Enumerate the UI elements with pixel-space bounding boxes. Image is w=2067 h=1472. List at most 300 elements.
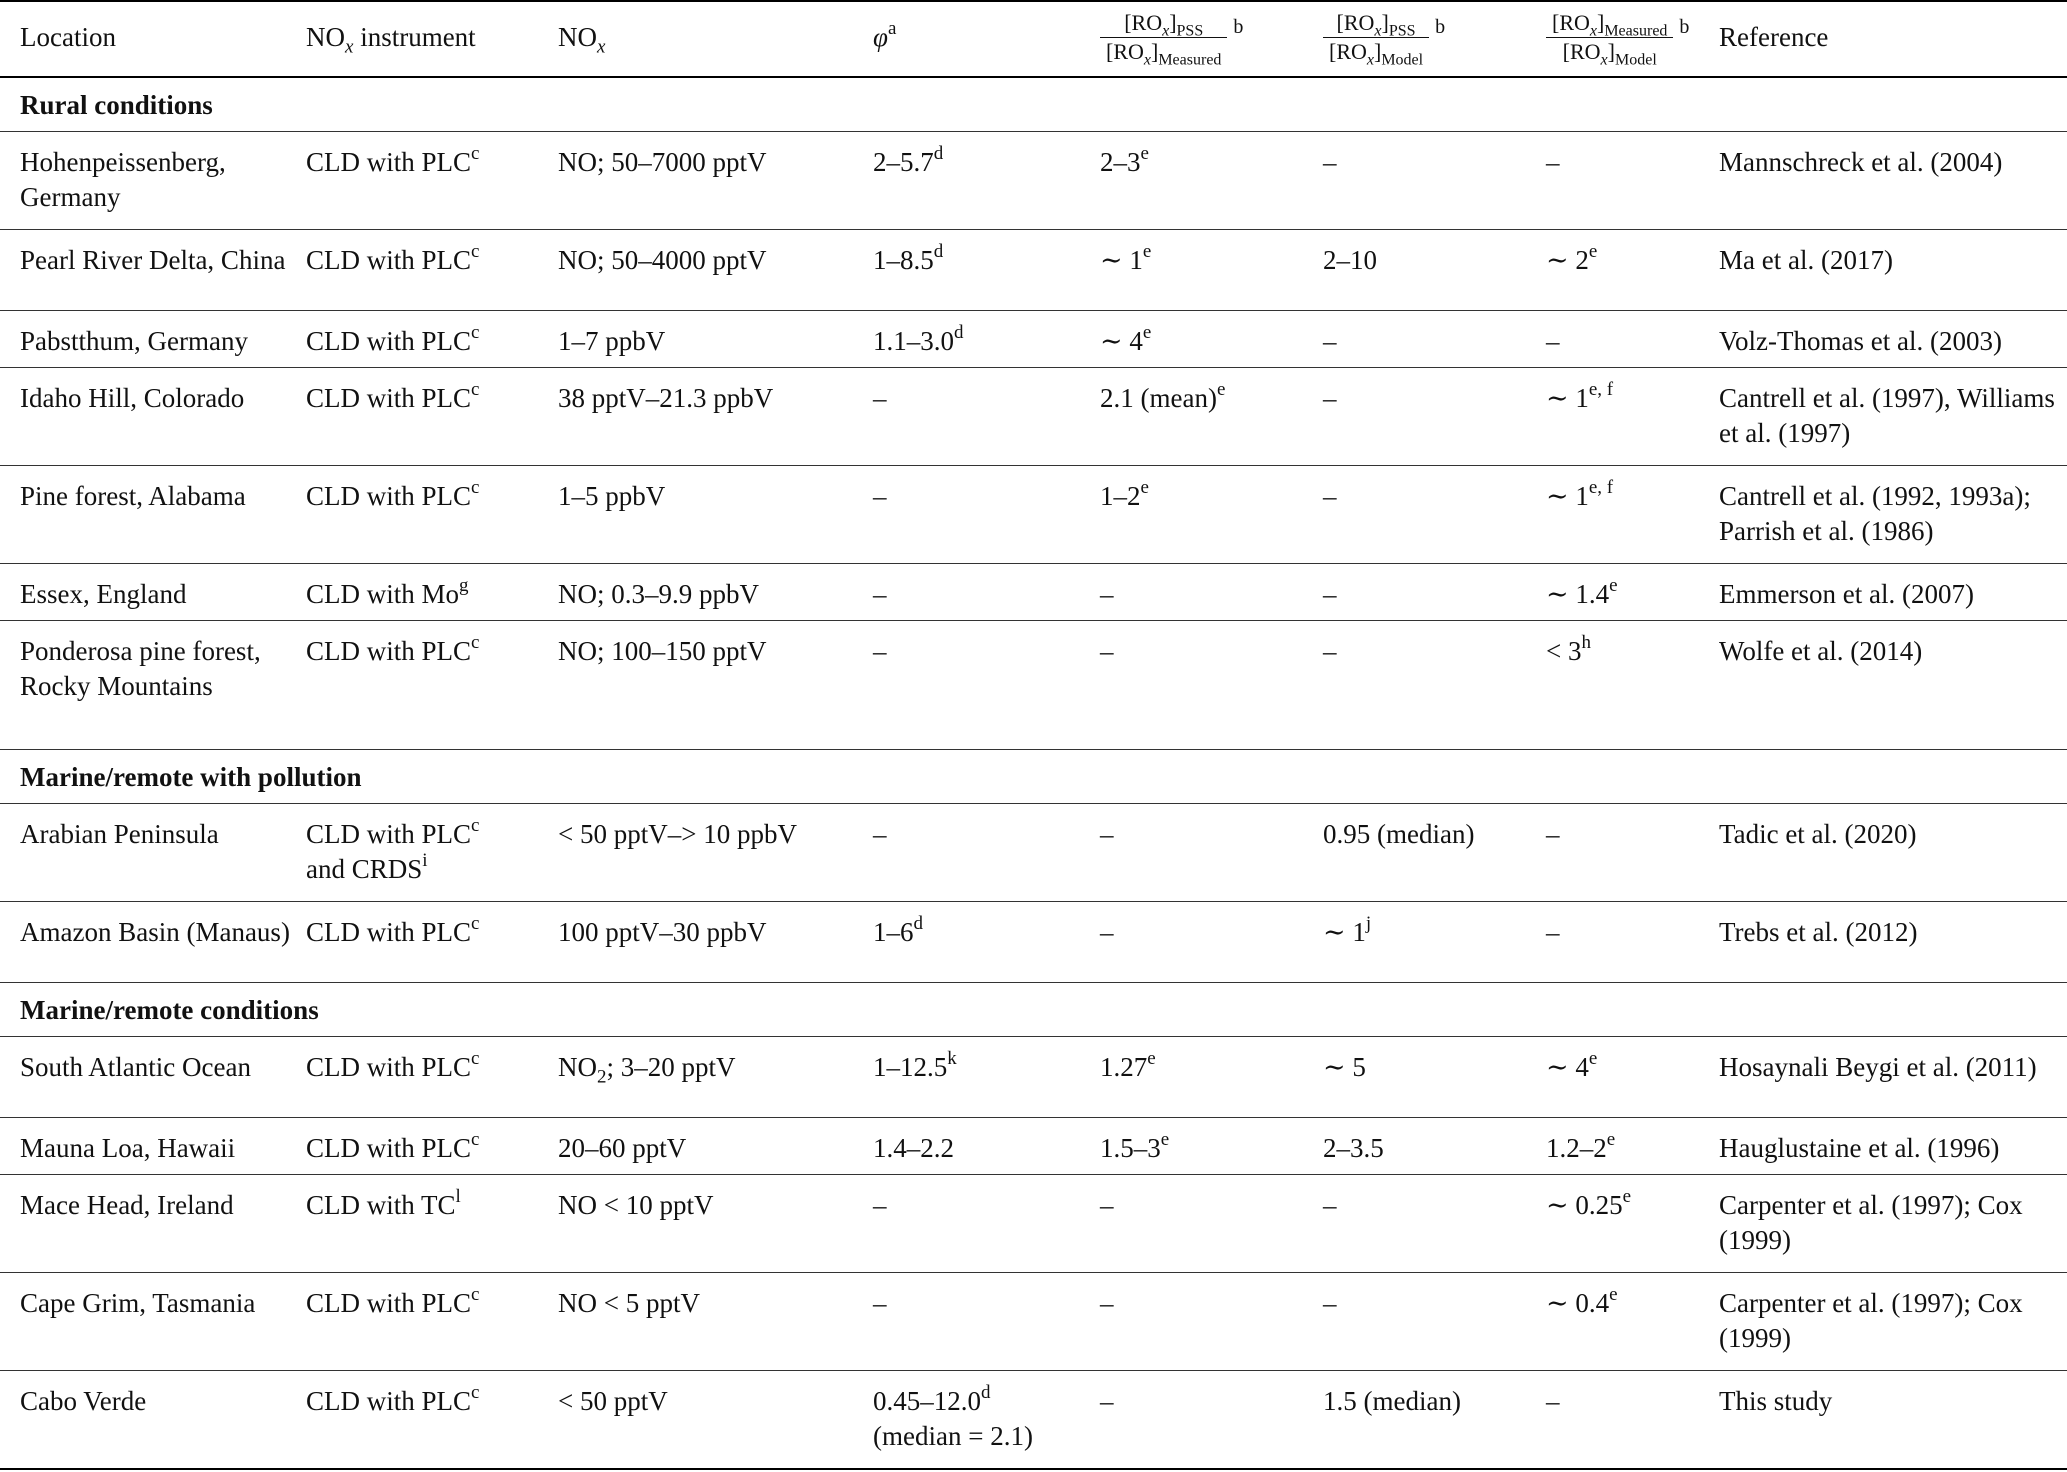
- cell-location: Mace Head, Ireland: [20, 1190, 234, 1221]
- nox-range: 1–5 ppbV: [558, 480, 666, 511]
- cell-pss-measured: [1100, 1273, 1323, 1371]
- phi-value: 1–6: [873, 916, 914, 947]
- cell-pss-measured-note: e: [1142, 240, 1152, 262]
- cell-measured-model-note: h: [1581, 631, 1591, 653]
- table-row: [0, 311, 2067, 368]
- cell-pss-model: [1323, 1273, 1546, 1371]
- ro-close: ]: [1607, 39, 1615, 64]
- cell-location: Cape Grim, Tasmania: [20, 1288, 256, 1319]
- cell-instrument: [306, 620, 558, 749]
- cell-instrument: [306, 563, 558, 620]
- cell-measured-model: [1546, 901, 1719, 983]
- cell-pss-model-value: 2–10: [1323, 244, 1377, 275]
- cell-reference: Cantrell et al. (1992, 1993a); Parrish et al. (1986): [1719, 480, 2031, 546]
- nox-range: 1–7 ppbV: [558, 326, 666, 357]
- instrument-note: c: [471, 322, 480, 344]
- col-nox-x: x: [597, 36, 606, 58]
- cell-location: Hohenpeissenberg, Germany: [20, 146, 226, 212]
- col-instrument-no: NO: [306, 22, 345, 52]
- cell-pss-measured: [1100, 131, 1323, 229]
- cell-measured-model-value: < 3: [1546, 635, 1582, 666]
- nox-range: NO < 5 pptV: [558, 1288, 700, 1319]
- section-title: Marine/remote conditions: [20, 995, 319, 1026]
- cell-location: Essex, England: [20, 578, 187, 609]
- cell-pss-measured-value: 2–3: [1100, 146, 1141, 177]
- cell-reference: Cantrell et al. (1997), Williams et al. (1997): [1719, 383, 2055, 449]
- phi-median: (median = 2.1): [873, 1420, 1033, 1451]
- cell-pss-model: [1323, 803, 1546, 901]
- cell-measured-model-note: e: [1588, 1047, 1598, 1069]
- cell-measured-model: [1546, 131, 1719, 229]
- col-location: Location: [20, 22, 116, 52]
- instrument-text-2: and CRDS: [306, 853, 423, 884]
- instrument-note: c: [471, 1047, 480, 1069]
- cell-measured-model-note: e, f: [1588, 476, 1614, 498]
- ro-x: x: [1600, 51, 1608, 69]
- cell-nox: [558, 311, 873, 368]
- table-row: [0, 901, 2067, 983]
- cell-nox: [558, 368, 873, 466]
- ro-x: x: [1589, 22, 1597, 40]
- col-pss-model: [1323, 1, 1546, 77]
- instrument-text: CLD with PLC: [306, 916, 472, 947]
- table-row: [0, 803, 2067, 901]
- cell-pss-measured-value: –: [1100, 916, 1114, 947]
- table-row: [0, 563, 2067, 620]
- cell-measured-model-value: ∼ 0.4: [1546, 1288, 1610, 1319]
- cell-phi: [873, 1118, 1100, 1175]
- cell-nox: [558, 901, 873, 983]
- nox-species-sub: 2: [597, 1066, 607, 1088]
- cell-pss-model: [1323, 131, 1546, 229]
- cell-phi: [873, 465, 1100, 563]
- ro-open: [RO: [1124, 10, 1163, 35]
- cell-measured-model: [1546, 1273, 1719, 1371]
- cell-measured-model-note: e: [1588, 240, 1598, 262]
- cell-measured-model: [1546, 1118, 1719, 1175]
- phi-value: –: [873, 818, 887, 849]
- cell-pss-model-value: ∼ 5: [1323, 1051, 1366, 1082]
- ro-open: [RO: [1552, 10, 1590, 35]
- ro-x: x: [1366, 51, 1374, 69]
- cell-measured-model: [1546, 465, 1719, 563]
- instrument-note: c: [471, 912, 480, 934]
- instrument-text: CLD with PLC: [306, 480, 472, 511]
- cell-pss-model: [1323, 311, 1546, 368]
- cell-phi: [873, 1036, 1100, 1118]
- instrument-text: CLD with PLC: [306, 244, 472, 275]
- phi-note: d: [954, 322, 964, 344]
- cell-pss-measured-note: e: [1142, 322, 1152, 344]
- phi-value: 1.1–3.0: [873, 326, 954, 357]
- nox-range: NO; 50–4000 pptV: [558, 244, 767, 275]
- ro-close: ]: [1151, 39, 1159, 64]
- nox-range: < 50 pptV: [558, 1385, 668, 1416]
- fraction-pss-over-measured: [1100, 10, 1227, 69]
- ro-close: ]: [1374, 39, 1382, 64]
- instrument-note-2: i: [422, 849, 428, 871]
- cell-measured-model: [1546, 620, 1719, 749]
- col-pss-measured: [1100, 1, 1323, 77]
- phi-note: d: [981, 1381, 991, 1403]
- table-body: [0, 77, 2067, 1469]
- section-title: Rural conditions: [20, 90, 213, 120]
- cell-pss-measured-value: –: [1100, 1190, 1114, 1221]
- cell-measured-model: [1546, 1370, 1719, 1469]
- table-header: [0, 1, 2067, 77]
- cell-instrument: [306, 1273, 558, 1371]
- col-measured-model: [1546, 1, 1719, 77]
- phi-value: –: [873, 635, 887, 666]
- ro-model: Model: [1381, 51, 1424, 69]
- table-row: [0, 131, 2067, 229]
- nox-species: NO: [558, 1051, 597, 1082]
- phi-note: d: [933, 240, 944, 262]
- cell-pss-measured-note: e: [1160, 1129, 1170, 1151]
- cell-pss-model-value: –: [1323, 1288, 1337, 1319]
- cell-pss-measured: [1100, 563, 1323, 620]
- cell-pss-measured: [1100, 311, 1323, 368]
- cell-nox: [558, 1036, 873, 1118]
- cell-pss-model: [1323, 1370, 1546, 1469]
- cell-nox: [558, 131, 873, 229]
- phi-note: d: [913, 912, 923, 934]
- col-instrument-label: instrument: [353, 22, 476, 52]
- cell-reference: Ma et al. (2017): [1719, 244, 1893, 275]
- cell-pss-measured: [1100, 620, 1323, 749]
- cell-pss-model-value: 2–3.5: [1323, 1133, 1384, 1164]
- table-row: [0, 368, 2067, 466]
- cell-measured-model: [1546, 803, 1719, 901]
- ro-measured: Measured: [1604, 22, 1668, 40]
- cell-pss-model-value: 1.5 (median): [1323, 1385, 1461, 1416]
- instrument-note: g: [459, 574, 469, 596]
- cell-phi: [873, 620, 1100, 749]
- cell-instrument: [306, 1370, 558, 1469]
- cell-nox: [558, 1273, 873, 1371]
- section-header-row: [0, 983, 2067, 1037]
- cell-measured-model: [1546, 1175, 1719, 1273]
- ro-open: [RO: [1106, 39, 1144, 64]
- cell-phi: [873, 1273, 1100, 1371]
- col-nox: [558, 1, 873, 77]
- nox-range: NO; 100–150 pptV: [558, 635, 767, 666]
- cell-reference: Carpenter et al. (1997); Cox (1999): [1719, 1190, 2023, 1256]
- instrument-text: CLD with Mo: [306, 578, 460, 609]
- instrument-note: c: [471, 379, 480, 401]
- cell-pss-model: [1323, 368, 1546, 466]
- cell-measured-model-value: –: [1546, 1385, 1560, 1416]
- cell-pss-model-value: 0.95 (median): [1323, 818, 1475, 849]
- ro-open: [RO: [1329, 39, 1367, 64]
- phi-value: 1.4–2.2: [873, 1133, 954, 1164]
- cell-pss-measured-value: ∼ 1: [1100, 244, 1143, 275]
- ro-close: ]: [1381, 10, 1389, 35]
- instrument-text: CLD with PLC: [306, 1051, 472, 1082]
- cell-measured-model-note: e: [1606, 1129, 1616, 1151]
- cell-location: Amazon Basin (Manaus): [20, 916, 290, 947]
- cell-instrument: [306, 131, 558, 229]
- instrument-text: CLD with PLC: [306, 1385, 472, 1416]
- table-row: [0, 620, 2067, 749]
- cell-measured-model-value: ∼ 1: [1546, 480, 1589, 511]
- cell-measured-model-value: ∼ 2: [1546, 244, 1589, 275]
- cell-reference: Tadic et al. (2020): [1719, 818, 1917, 849]
- cell-pss-measured-value: –: [1100, 1385, 1114, 1416]
- cell-pss-model-value: –: [1323, 1190, 1337, 1221]
- ro-close: ]: [1169, 10, 1177, 35]
- cell-instrument: [306, 1118, 558, 1175]
- cell-phi: [873, 1370, 1100, 1469]
- table-row: [0, 1036, 2067, 1118]
- cell-measured-model: [1546, 563, 1719, 620]
- cell-pss-measured: [1100, 901, 1323, 983]
- cell-location: Pine forest, Alabama: [20, 480, 246, 511]
- cell-pss-model-value: –: [1323, 578, 1337, 609]
- cell-pss-measured: [1100, 229, 1323, 311]
- ro-measured: Measured: [1158, 51, 1222, 69]
- cell-measured-model-value: 1.2–2: [1546, 1133, 1607, 1164]
- nox-range: ; 3–20 pptV: [606, 1051, 736, 1082]
- cell-phi: [873, 1175, 1100, 1273]
- table-row: [0, 1370, 2067, 1469]
- section-header-row: [0, 77, 2067, 131]
- instrument-note: c: [471, 631, 480, 653]
- cell-pss-measured: [1100, 1036, 1323, 1118]
- cell-pss-model-value: –: [1323, 383, 1337, 414]
- phi-note: k: [947, 1047, 957, 1069]
- cell-pss-measured-note: e: [1147, 1047, 1156, 1069]
- cell-pss-model-note: j: [1365, 912, 1372, 934]
- ro-x: x: [1143, 51, 1151, 69]
- phi-value: –: [873, 480, 887, 511]
- cell-phi: [873, 368, 1100, 466]
- cell-instrument: [306, 465, 558, 563]
- cell-location: South Atlantic Ocean: [20, 1051, 251, 1082]
- cell-pss-measured: [1100, 1175, 1323, 1273]
- cell-location: Arabian Peninsula: [20, 818, 219, 849]
- nox-range: NO; 0.3–9.9 ppbV: [558, 578, 759, 609]
- cell-phi: [873, 563, 1100, 620]
- fraction-note-b: b: [1435, 16, 1446, 38]
- nox-range: 20–60 pptV: [558, 1133, 687, 1164]
- phi-value: 0.45–12.0: [873, 1385, 981, 1416]
- instrument-text: CLD with PLC: [306, 146, 472, 177]
- cell-pss-measured-note: e: [1140, 142, 1149, 164]
- header-row: [0, 1, 2067, 77]
- col-instrument: [306, 1, 558, 77]
- ro-open: [RO: [1336, 10, 1375, 35]
- ro-pss: PSS: [1176, 22, 1204, 40]
- ro-x: x: [1374, 22, 1382, 40]
- ro-close: ]: [1597, 10, 1605, 35]
- phi-note: d: [933, 142, 944, 164]
- cell-pss-model: [1323, 1175, 1546, 1273]
- nox-range: < 50 pptV–> 10 ppbV: [558, 818, 797, 849]
- ro-open: [RO: [1562, 39, 1601, 64]
- cell-measured-model-note: e: [1609, 1284, 1618, 1306]
- cell-location: Pabstthum, Germany: [20, 326, 248, 357]
- cell-pss-measured-value: ∼ 4: [1100, 326, 1143, 357]
- phi-value: –: [873, 1288, 887, 1319]
- instrument-note: c: [471, 814, 480, 836]
- col-phi: [873, 1, 1100, 77]
- cell-instrument: [306, 229, 558, 311]
- cell-phi: [873, 131, 1100, 229]
- cell-pss-measured-note: e: [1216, 379, 1226, 401]
- cell-measured-model-value: ∼ 4: [1546, 1051, 1589, 1082]
- cell-nox: [558, 1175, 873, 1273]
- cell-nox: [558, 620, 873, 749]
- cell-pss-measured-value: 1–2: [1100, 480, 1141, 511]
- phi-value: –: [873, 383, 887, 414]
- phi-value: –: [873, 1190, 887, 1221]
- ro-x: x: [1162, 22, 1170, 40]
- cell-measured-model-value: –: [1546, 146, 1560, 177]
- cell-measured-model-note: e, f: [1588, 379, 1614, 401]
- cell-reference: Carpenter et al. (1997); Cox (1999): [1719, 1288, 2023, 1354]
- cell-pss-measured-value: 1.5–3: [1100, 1133, 1161, 1164]
- fraction-measured-over-model: [1546, 10, 1673, 69]
- cell-instrument: [306, 1036, 558, 1118]
- cell-location: Idaho Hill, Colorado: [20, 383, 245, 414]
- instrument-text: CLD with PLC: [306, 326, 472, 357]
- nox-range: NO; 50–7000 pptV: [558, 146, 767, 177]
- cell-reference: Volz-Thomas et al. (2003): [1719, 326, 2002, 357]
- cell-measured-model: [1546, 1036, 1719, 1118]
- ro-model: Model: [1614, 51, 1657, 69]
- cell-instrument: [306, 311, 558, 368]
- cell-phi: [873, 311, 1100, 368]
- fraction-note-b: b: [1679, 16, 1690, 38]
- cell-phi: [873, 901, 1100, 983]
- instrument-note: c: [471, 1284, 480, 1306]
- cell-reference: This study: [1719, 1385, 1833, 1416]
- cell-phi: [873, 229, 1100, 311]
- cell-reference: Trebs et al. (2012): [1719, 916, 1918, 947]
- cell-pss-measured-value: –: [1100, 635, 1114, 666]
- cell-location: Cabo Verde: [20, 1385, 147, 1416]
- cell-pss-measured-value: –: [1100, 1288, 1114, 1319]
- phi-value: 1–12.5: [873, 1051, 948, 1082]
- cell-measured-model-note: e: [1622, 1186, 1632, 1208]
- instrument-note: c: [471, 240, 480, 262]
- cell-instrument: [306, 368, 558, 466]
- cell-reference: Emmerson et al. (2007): [1719, 578, 1974, 609]
- col-nox-no: NO: [558, 22, 597, 52]
- cell-nox: [558, 563, 873, 620]
- cell-location: Pearl River Delta, China: [20, 244, 286, 275]
- fraction-note-b: b: [1233, 16, 1244, 38]
- instrument-note: c: [471, 1129, 480, 1151]
- cell-pss-model-value: –: [1323, 326, 1337, 357]
- cell-nox: [558, 465, 873, 563]
- cell-location: Mauna Loa, Hawaii: [20, 1133, 236, 1164]
- instrument-note: l: [455, 1186, 461, 1208]
- cell-measured-model-value: ∼ 1.4: [1546, 578, 1610, 609]
- cell-pss-model-value: ∼ 1: [1323, 916, 1366, 947]
- cell-pss-measured: [1100, 1118, 1323, 1175]
- col-instrument-x: x: [345, 36, 354, 58]
- cell-location: Ponderosa pine forest, Rocky Mountains: [20, 635, 261, 701]
- cell-nox: [558, 803, 873, 901]
- table-row: [0, 1118, 2067, 1175]
- cell-reference: Hosaynali Beygi et al. (2011): [1719, 1051, 2037, 1082]
- cell-pss-model: [1323, 563, 1546, 620]
- cell-pss-model: [1323, 1036, 1546, 1118]
- cell-pss-measured: [1100, 803, 1323, 901]
- cell-reference: Hauglustaine et al. (1996): [1719, 1133, 2000, 1164]
- col-reference: Reference: [1719, 22, 1829, 52]
- nox-range: 100 pptV–30 ppbV: [558, 916, 767, 947]
- col-phi-symbol: φ: [873, 22, 888, 52]
- cell-pss-measured-value: –: [1100, 578, 1114, 609]
- cell-measured-model-value: –: [1546, 818, 1560, 849]
- cell-measured-model: [1546, 311, 1719, 368]
- cell-pss-model: [1323, 465, 1546, 563]
- cell-pss-measured: [1100, 1370, 1323, 1469]
- cell-measured-model: [1546, 229, 1719, 311]
- instrument-text: CLD with PLC: [306, 818, 472, 849]
- cell-phi: [873, 803, 1100, 901]
- cell-reference: Mannschreck et al. (2004): [1719, 146, 2003, 177]
- cell-pss-measured-value: –: [1100, 818, 1114, 849]
- cell-instrument: [306, 803, 558, 901]
- instrument-text: CLD with PLC: [306, 1288, 472, 1319]
- cell-pss-model: [1323, 229, 1546, 311]
- cell-pss-measured: [1100, 465, 1323, 563]
- instrument-note: c: [471, 142, 480, 164]
- cell-measured-model-value: –: [1546, 326, 1560, 357]
- table-row: [0, 1175, 2067, 1273]
- ro-pss: PSS: [1388, 22, 1416, 40]
- cell-nox: [558, 1370, 873, 1469]
- phi-value: 1–8.5: [873, 244, 934, 275]
- nox-range: NO < 10 pptV: [558, 1190, 714, 1221]
- instrument-text: CLD with PLC: [306, 635, 472, 666]
- cell-measured-model-value: ∼ 1: [1546, 383, 1589, 414]
- cell-pss-measured-value: 2.1 (mean): [1100, 383, 1217, 414]
- phi-value: 2–5.7: [873, 146, 934, 177]
- cell-nox: [558, 229, 873, 311]
- cell-nox: [558, 1118, 873, 1175]
- cell-pss-measured-note: e: [1140, 476, 1149, 498]
- phi-value: –: [873, 578, 887, 609]
- cell-pss-model-value: –: [1323, 480, 1337, 511]
- instrument-note: c: [471, 476, 480, 498]
- cell-pss-model-value: –: [1323, 146, 1337, 177]
- section-header-row: [0, 750, 2067, 804]
- table-row: [0, 465, 2067, 563]
- instrument-note: c: [471, 1381, 480, 1403]
- cell-instrument: [306, 1175, 558, 1273]
- cell-measured-model-note: e: [1609, 574, 1618, 596]
- instrument-text: CLD with TC: [306, 1190, 456, 1221]
- cell-measured-model-value: –: [1546, 916, 1560, 947]
- cell-pss-measured: [1100, 368, 1323, 466]
- cell-pss-model: [1323, 620, 1546, 749]
- table-row: [0, 229, 2067, 311]
- fraction-pss-over-model: [1323, 10, 1429, 69]
- cell-pss-model-value: –: [1323, 635, 1337, 666]
- instrument-text: CLD with PLC: [306, 1133, 472, 1164]
- cell-reference: Wolfe et al. (2014): [1719, 635, 1923, 666]
- cell-pss-model: [1323, 1118, 1546, 1175]
- table-row: [0, 1273, 2067, 1371]
- cell-pss-measured-value: 1.27: [1100, 1051, 1148, 1082]
- cell-measured-model-value: ∼ 0.25: [1546, 1190, 1623, 1221]
- nox-range: 38 pptV–21.3 ppbV: [558, 383, 774, 414]
